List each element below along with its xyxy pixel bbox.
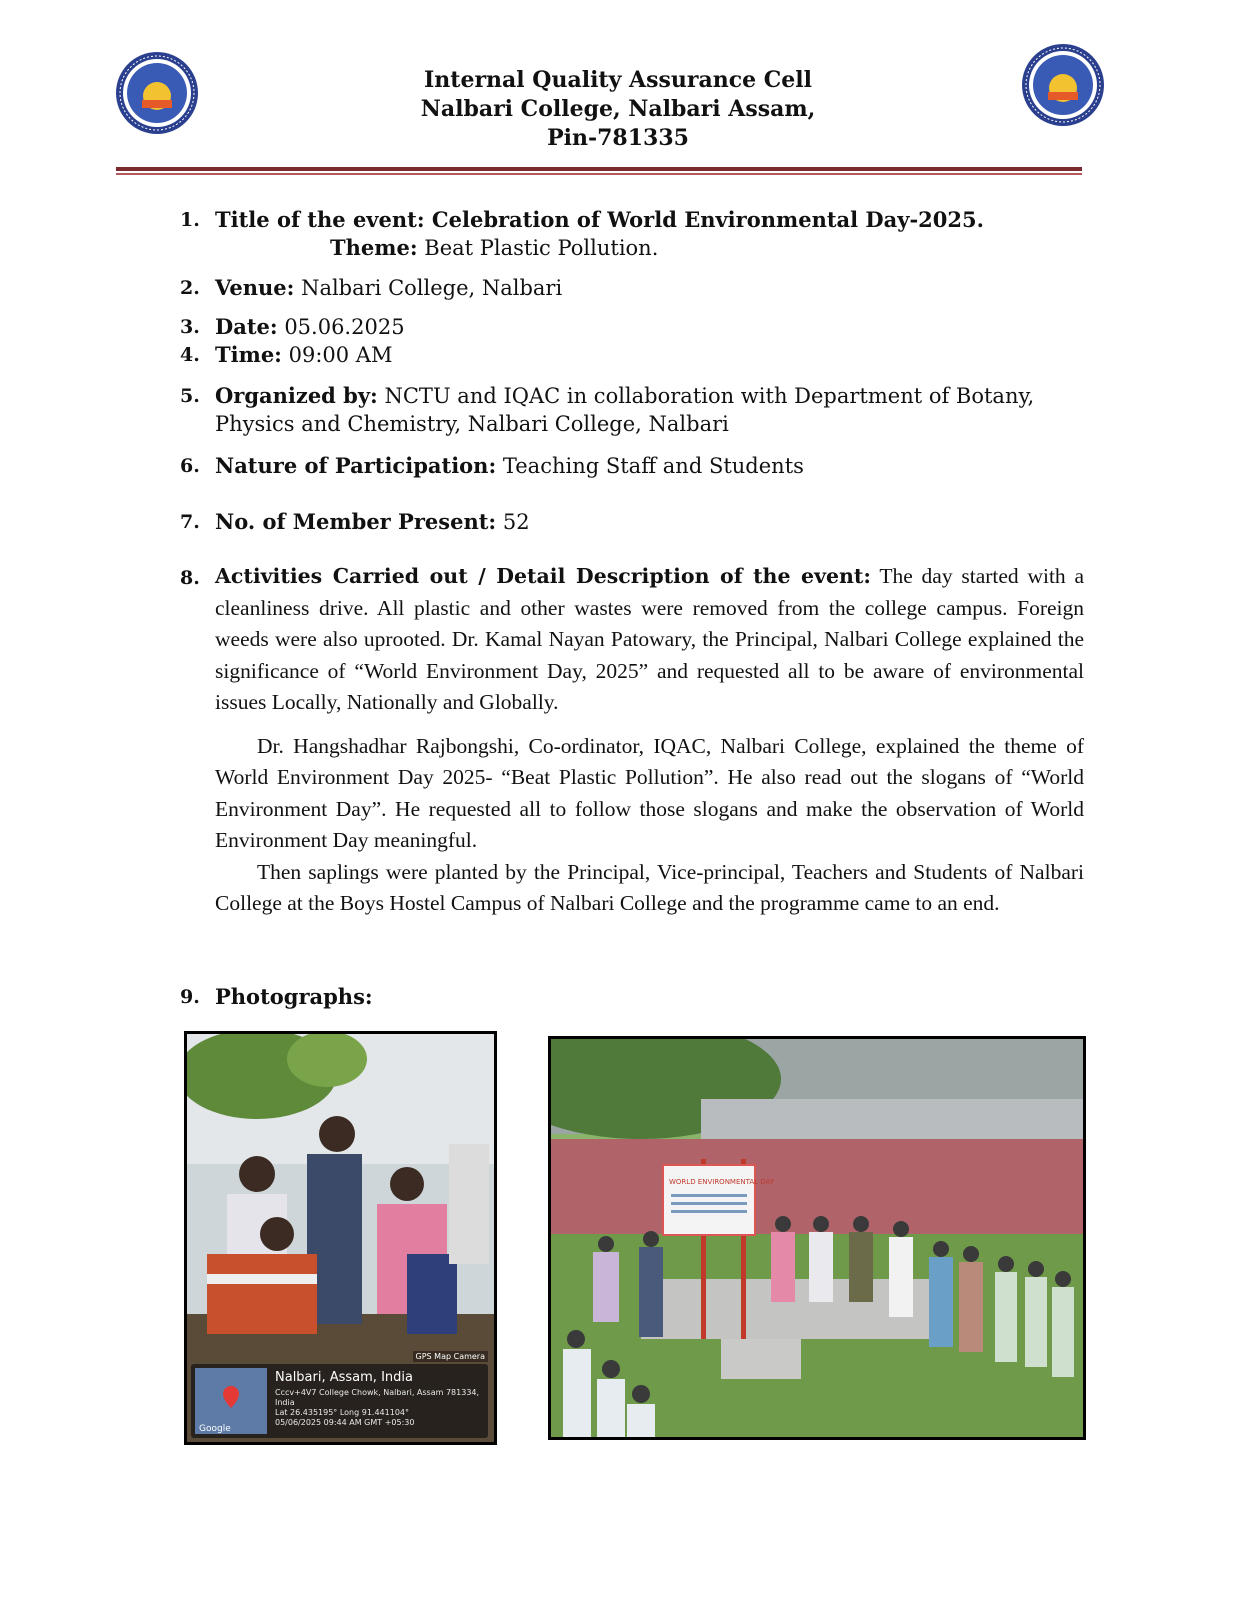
activities-para-2: Dr. Hangshadhar Rajbongshi, Co-ordinator, IQAC, Nalbari College, explained the theme of World Environment Day 2025- “Beat Plastic Pollution”. He also read out the slogans of “World Environment Day”. He requested all to follow those slogans and make the observation of World Environment Day meaningful.: [215, 733, 1084, 852]
gps-overlay: [191, 1364, 488, 1438]
item-number: 9.: [180, 986, 200, 1008]
members-value: 52: [496, 510, 530, 534]
gps-place: Nalbari, Assam, India: [275, 1370, 413, 1385]
banner-text: WORLD ENVIRONMENTAL DAY: [669, 1178, 775, 1186]
activities-para-1: The day started with a cleanliness drive. All plastic and other wastes were removed from the college campus. Foreign weeds were also uprooted. Dr. Kamal Nayan Patowary, the Principal, Nalbari College explained the significance of “World Environment Day, 2025” and requested all to be aware of environmental issues Locally, Nationally and Globally.: [215, 564, 1084, 714]
time-value: 09:00 AM: [281, 343, 393, 367]
gps-address: Cccv+4V7 College Chowk, Nalbari, Assam 781334, India: [275, 1388, 480, 1407]
map-brand: Google: [199, 1424, 231, 1434]
organized-value: NCTU and IQAC in collaboration with Department of Botany, Physics and Chemistry, Nalbari College, Nalbari: [215, 384, 1035, 436]
activities-label: Activities Carried out / Detail Description of the event:: [215, 564, 871, 588]
header-line-3: Pin-781335: [547, 125, 689, 151]
item-number: 6.: [180, 455, 200, 477]
item-number: 1.: [180, 209, 200, 231]
item-venue: [180, 274, 1084, 302]
document-header: [300, 66, 936, 153]
item-number: 5.: [180, 385, 200, 407]
participation-value: Teaching Staff and Students: [496, 454, 804, 478]
item-number: 8.: [180, 567, 200, 589]
gps-details: [275, 1388, 480, 1428]
item-participation: [180, 452, 1084, 480]
participation-label: Nature of Participation:: [215, 453, 497, 478]
item-title: [180, 206, 1084, 262]
venue-label: Venue:: [215, 275, 295, 300]
venue-value: Nalbari College, Nalbari: [294, 276, 563, 300]
gps-coords: Lat 26.435195° Long 91.441104°: [275, 1408, 410, 1417]
date-label: Date:: [215, 314, 278, 339]
item-activities: [180, 561, 1084, 920]
header-divider-thin: [116, 173, 1082, 175]
college-seal-icon: [1020, 42, 1106, 128]
organized-label: Organized by:: [215, 383, 378, 408]
activities-para-3: Then saplings were planted by the Principal, Vice-principal, Teachers and Students of Nalbari College at the Boys Hostel Campus of Nalbari College and the programme came to an end.: [215, 859, 1084, 915]
college-logo-right: [1020, 42, 1106, 128]
event-title: Title of the event: Celebration of World Environmental Day-2025.: [215, 207, 984, 232]
item-number: 2.: [180, 277, 200, 299]
theme-value: Beat Plastic Pollution.: [417, 236, 659, 260]
college-logo-left: [114, 50, 200, 136]
gps-camera-tag: GPS Map Camera: [413, 1351, 488, 1362]
date-value: 05.06.2025: [277, 315, 405, 339]
item-number: 3.: [180, 316, 200, 338]
theme-label: Theme:: [330, 235, 418, 260]
item-time: [180, 341, 1084, 369]
photo-gathering: [548, 1036, 1086, 1440]
time-label: Time:: [215, 342, 282, 367]
photo-sapling-planting: [184, 1031, 497, 1445]
item-number: 7.: [180, 511, 200, 533]
header-line-1: Internal Quality Assurance Cell: [424, 67, 812, 93]
gps-time: 05/06/2025 09:44 AM GMT +05:30: [275, 1418, 415, 1427]
members-label: No. of Member Present:: [215, 509, 497, 534]
item-members: [180, 508, 1084, 536]
item-organized-by: [180, 382, 1084, 438]
item-number: 4.: [180, 344, 200, 366]
item-photographs: [180, 983, 1084, 1011]
header-divider: [116, 167, 1082, 171]
item-date: [180, 313, 1084, 341]
header-line-2: Nalbari College, Nalbari Assam,: [420, 96, 816, 122]
photographs-label: Photographs:: [215, 984, 373, 1009]
college-seal-icon: [114, 50, 200, 136]
